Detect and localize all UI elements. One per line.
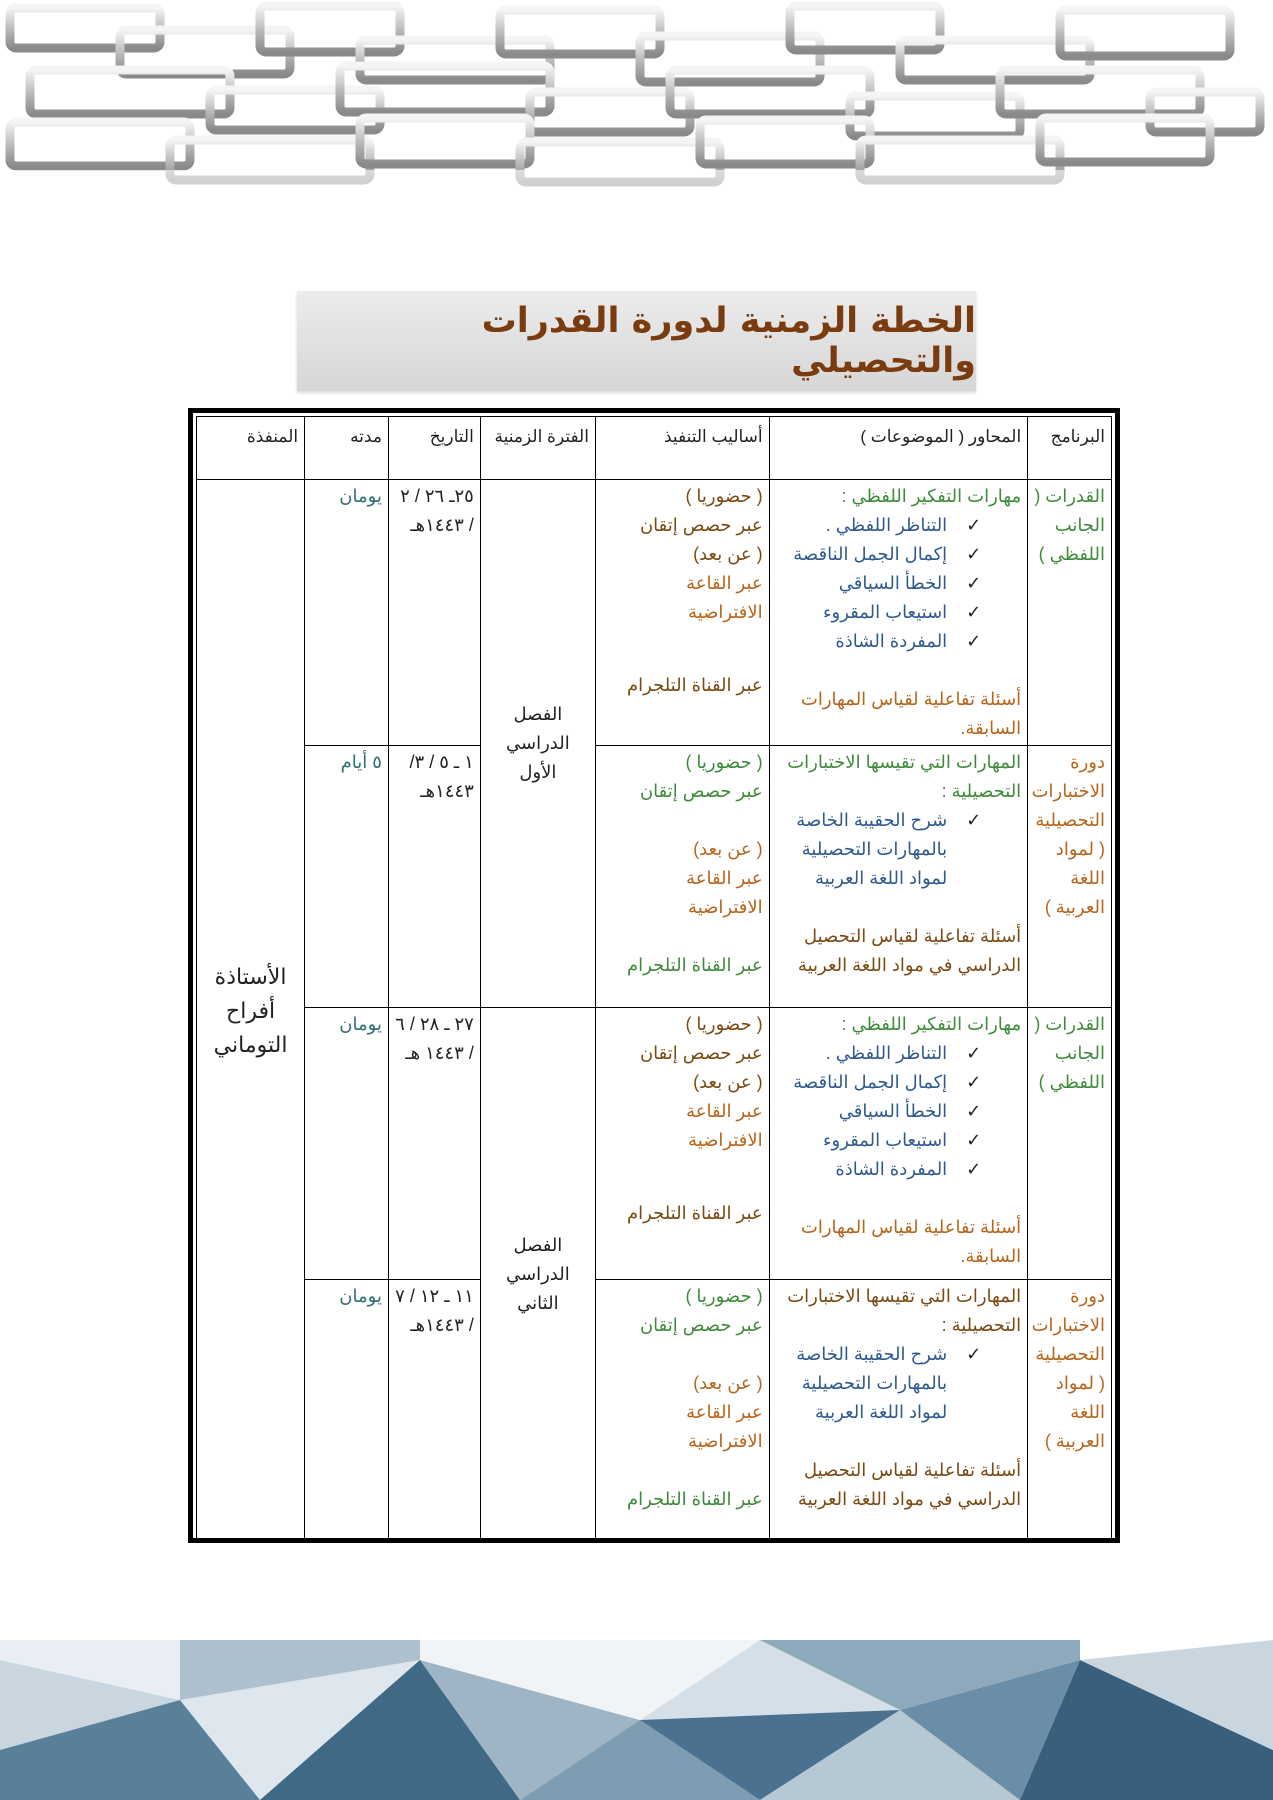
- duration-cell: يومان: [305, 1008, 389, 1280]
- list-item: ✓ الخطأ السياقي: [776, 1097, 1022, 1126]
- list-item: ✓ إكمال الجمل الناقصة: [776, 540, 1022, 569]
- topic-intro: المهارات التي تقيسها الاختبارات التحصيلية :: [787, 752, 1022, 801]
- date-cell: ٢٧ ـ ٢٨ / ٦ / ١٤٤٣ هـ: [388, 1008, 480, 1280]
- topics-cell: [769, 1280, 1028, 1542]
- topics-cell: [769, 1008, 1028, 1280]
- col-header-teacher: المنفذة: [197, 417, 305, 480]
- list-item: ✓ شرح الحقيبة الخاصة بالمهارات التحصيلية لمواد اللغة العربية: [776, 1340, 1022, 1427]
- table-row: [197, 746, 1112, 1008]
- date-cell: ١١ ـ ١٢ / ٧ / ١٤٤٣هـ: [388, 1280, 480, 1542]
- table-row: [197, 1280, 1112, 1542]
- table-row: [197, 480, 1112, 746]
- topic-intro: المهارات التي تقيسها الاختبارات التحصيلية :: [787, 1286, 1022, 1335]
- program-cell: القدرات ( الجانب اللفظي ): [1028, 480, 1112, 746]
- topics-cell: [769, 746, 1028, 1008]
- period-cell: الفصل الدراسي الأول: [480, 480, 595, 1008]
- closing-note: أسئلة تفاعلية لقياس المهارات السابقة.: [800, 689, 1022, 738]
- methods-cell: ( حضوريا ) عبر حصص إتقان ( عن بعد) عبر القاعة الافتراضية عبر القناة التلجرام: [595, 1008, 769, 1280]
- topic-list: [776, 1340, 1022, 1427]
- telegram-note: عبر القناة التلجرام: [627, 1203, 763, 1223]
- col-header-topics: المحاور ( الموضوعات ): [769, 417, 1028, 480]
- period-cell: الفصل الدراسي الثاني: [480, 1008, 595, 1542]
- checkmark-icon: ✓: [966, 573, 982, 593]
- table-row: [197, 1008, 1112, 1280]
- program-cell: القدرات ( الجانب اللفظي ): [1028, 1008, 1112, 1280]
- schedule-table: [196, 416, 1112, 1542]
- col-header-period: الفترة الزمنية: [480, 417, 595, 480]
- closing-note: أسئلة تفاعلية لقياس المهارات السابقة.: [800, 1217, 1022, 1266]
- list-item: ✓ التناظر اللفظي .: [776, 511, 1022, 540]
- list-item: ✓ المفردة الشاذة: [776, 1155, 1022, 1184]
- checkmark-icon: ✓: [966, 1043, 982, 1063]
- col-header-program: البرنامج: [1028, 417, 1112, 480]
- checkmark-icon: ✓: [966, 515, 982, 535]
- checkmark-icon: ✓: [966, 1072, 982, 1092]
- duration-cell: يومان: [305, 1280, 389, 1542]
- topics-cell: [769, 480, 1028, 746]
- title-banner: [297, 291, 976, 391]
- duration-cell: يومان: [305, 480, 389, 746]
- checkmark-icon: ✓: [966, 1130, 982, 1150]
- topic-list: [776, 806, 1022, 893]
- telegram-note: عبر القناة التلجرام: [627, 955, 763, 975]
- methods-cell: ( حضوريا ) عبر حصص إتقان ( عن بعد) عبر القاعة الافتراضية عبر القناة التلجرام: [595, 746, 769, 1008]
- list-item: ✓ إكمال الجمل الناقصة: [776, 1068, 1022, 1097]
- closing-note: أسئلة تفاعلية لقياس التحصيل الدراسي في مواد اللغة العربية: [797, 1460, 1022, 1509]
- topic-intro: مهارات التفكير اللفظي :: [841, 486, 1022, 506]
- checkmark-icon: ✓: [966, 602, 982, 622]
- topic-list: [776, 1039, 1022, 1184]
- telegram-note: عبر القناة التلجرام: [627, 1489, 763, 1509]
- page-title: الخطة الزمنية لدورة القدرات والتحصيلي: [481, 301, 976, 381]
- closing-note: أسئلة تفاعلية لقياس التحصيل الدراسي في مواد اللغة العربية: [797, 926, 1022, 975]
- list-item: ✓ المفردة الشاذة: [776, 627, 1022, 656]
- telegram-note: عبر القناة التلجرام: [627, 675, 763, 695]
- duration-cell: ٥ أيام: [305, 746, 389, 1008]
- checkmark-icon: ✓: [966, 1159, 982, 1179]
- col-header-duration: مدته: [305, 417, 389, 480]
- checkmark-icon: ✓: [966, 1344, 982, 1364]
- list-item: ✓ استيعاب المقروء: [776, 598, 1022, 627]
- topic-intro: مهارات التفكير اللفظي :: [841, 1014, 1022, 1034]
- methods-cell: ( حضوريا ) عبر حصص إتقان ( عن بعد) عبر القاعة الافتراضية عبر القناة التلجرام: [595, 480, 769, 746]
- list-item: ✓ التناظر اللفظي .: [776, 1039, 1022, 1068]
- date-cell: ١ ـ ٥ / ٣/ ١٤٤٣هـ: [388, 746, 480, 1008]
- list-item: ✓ شرح الحقيبة الخاصة بالمهارات التحصيلية لمواد اللغة العربية: [776, 806, 1022, 893]
- col-header-date: التاريخ: [388, 417, 480, 480]
- topic-list: [776, 511, 1022, 656]
- header-row: [197, 417, 1112, 480]
- header-decoration: [0, 0, 1273, 215]
- checkmark-icon: ✓: [966, 1101, 982, 1121]
- program-cell: دورة الاختبارات التحصيلية ( لمواد اللغة العربية ): [1028, 1280, 1112, 1542]
- methods-cell: ( حضوريا ) عبر حصص إتقان ( عن بعد) عبر القاعة الافتراضية عبر القناة التلجرام: [595, 1280, 769, 1542]
- list-item: ✓ الخطأ السياقي: [776, 569, 1022, 598]
- checkmark-icon: ✓: [966, 631, 982, 651]
- checkmark-icon: ✓: [966, 810, 982, 830]
- teacher-cell: الأستاذة أفراح التوماني: [197, 480, 305, 1542]
- program-cell: دورة الاختبارات التحصيلية ( لمواد اللغة العربية ): [1028, 746, 1112, 1008]
- list-item: ✓ استيعاب المقروء: [776, 1126, 1022, 1155]
- schedule-table-frame: [188, 408, 1120, 1543]
- footer-decoration: [0, 1640, 1273, 1800]
- col-header-methods: أساليب التنفيذ: [595, 417, 769, 480]
- date-cell: ٢٥ـ ٢٦ / ٢ / ١٤٤٣هـ: [388, 480, 480, 746]
- checkmark-icon: ✓: [966, 544, 982, 564]
